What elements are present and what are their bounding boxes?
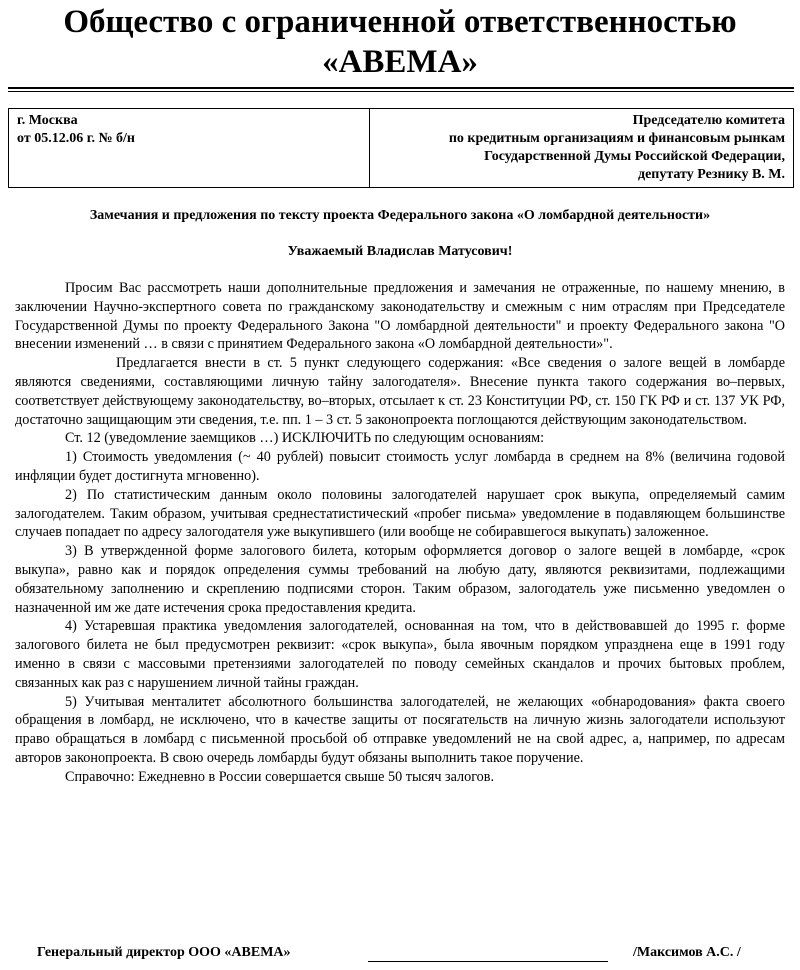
header-left-cell	[9, 109, 370, 187]
document-reference: от 05.12.06 г. № б/н	[17, 131, 135, 146]
document-subject: Замечания и предложения по тексту проекта Федерального закона «О ломбардной деятельности»	[89, 208, 711, 223]
addressee-line: по кредитным организациям и финансовым рынкам	[448, 131, 785, 146]
company-name: Общество с ограниченной ответственностью	[63, 4, 737, 40]
addressee-line: Председателю комитета	[632, 113, 785, 128]
header-table	[8, 108, 794, 188]
letterhead-rule-thin	[8, 91, 794, 92]
letterhead-rule-thick	[8, 87, 794, 89]
addressee-block	[370, 109, 793, 187]
paragraph: Просим Вас рассмотреть наши дополнительные предложения и замечания не отраженные, по нашему мнению, в заключении Научно-экспертного совета по гражданскому законодательству и смежным с ним отраслям при Председателе Государственной Думы по проекту Федерального Закона "О ломбардной деятельности" и проекту Федерального закона "О внесении изменений … в связи с принятием Федерального закона «О ломбардной деятельности»".	[15, 280, 785, 353]
paragraph: 5) Учитывая менталитет абсолютного большинства залогодателей, не желающих «обнародования» факта своего обращения в ломбард, не исключено, что в качестве защиты от посягательств на личную жизнь залогодатели используют право обращаться в ломбард с письменной просьбой об отправке уведомлений не на свой адрес, а, например, по адресам авторов законопроекта. В свою очередь ломбарды будут обязаны выполнить такое поручение.	[15, 693, 785, 766]
paragraph: 1) Стоимость уведомления (~ 40 рублей) повысит стоимость услуг ломбарда в среднем на 8% (величина годовой инфляции будет достигнута мгновенно).	[15, 449, 785, 484]
paragraph: Предлагается внести в ст. 5 пункт следующего содержания: «Все сведения о залоге вещей в ломбарде являются сведениями, составляющими личную тайну залогодателя». Внесение пункта такого содержания во–первых, соответствует действующему законодательству, во–вторых, отсылает к ст. 23 Конституции РФ, ст. 150 ГК РФ и ст. 137 УК РФ, достаточно защищающим эти сведения, т.е. пп. 1 – 3 ст. 5 законопроекта поглощаются действующим законодательством.	[15, 355, 785, 428]
paragraph: Ст. 12 (уведомление заемщиков …) ИСКЛЮЧИТЬ по следующим основаниям:	[65, 430, 545, 447]
paragraph: 4) Устаревшая практика уведомления залогодателей, основанная на том, что в действовавшей до 1995 г. форме залогового билета не был предусмотрен реквизит: «срок выкупа», была явочным порядком упразднена еще в 1991 году именно в связи с массовыми претензиями залогодателей по поводу семейных скандалов и прочих бытовых проблем, связанных как раз с нарушением личной тайны граждан.	[15, 618, 785, 691]
signature-line	[368, 961, 608, 962]
paragraph: 3) В утвержденной форме залогового билета, которым оформляется договор о залоге вещей в ломбарде, «срок выкупа», равно как и порядок определения суммы требований на любую дату, являются реквизитами, подлежащими обязательному заполнению и скреплению подписями сторон. Таким образом, залогодатель уже письменно уведомлен о назначенной им же дате истечения срока предоставления кредита.	[15, 543, 785, 616]
letterhead	[0, 2, 800, 82]
addressee-line: депутату Резнику В. М.	[638, 167, 785, 182]
city: г. Москва	[17, 113, 78, 128]
signer-name: /Максимов А.С. /	[633, 945, 741, 960]
paragraph: Справочно: Ежедневно в России совершается свыше 50 тысяч залогов.	[65, 768, 495, 785]
signer-position: Генеральный директор ООО «АВЕМА»	[37, 945, 291, 960]
paragraph: 2) По статистическим данным около половины залогодателей нарушает срок выкупа, определяемый самим залогодателем. Таким образом, учитывая среднестатистический «пробег письма» уведомление в подавляющем большинстве случаев попадает по адресу залогодателя уже выкупившего (или вообще не собиравшегося выкупать) заложенное.	[15, 486, 785, 541]
letter-body	[15, 279, 785, 787]
addressee-line: Государственной Думы Российской Федерации,	[484, 149, 785, 164]
greeting: Уважаемый Владислав Матусович!	[287, 244, 513, 259]
company-short-name: «АВЕМА»	[322, 44, 478, 80]
